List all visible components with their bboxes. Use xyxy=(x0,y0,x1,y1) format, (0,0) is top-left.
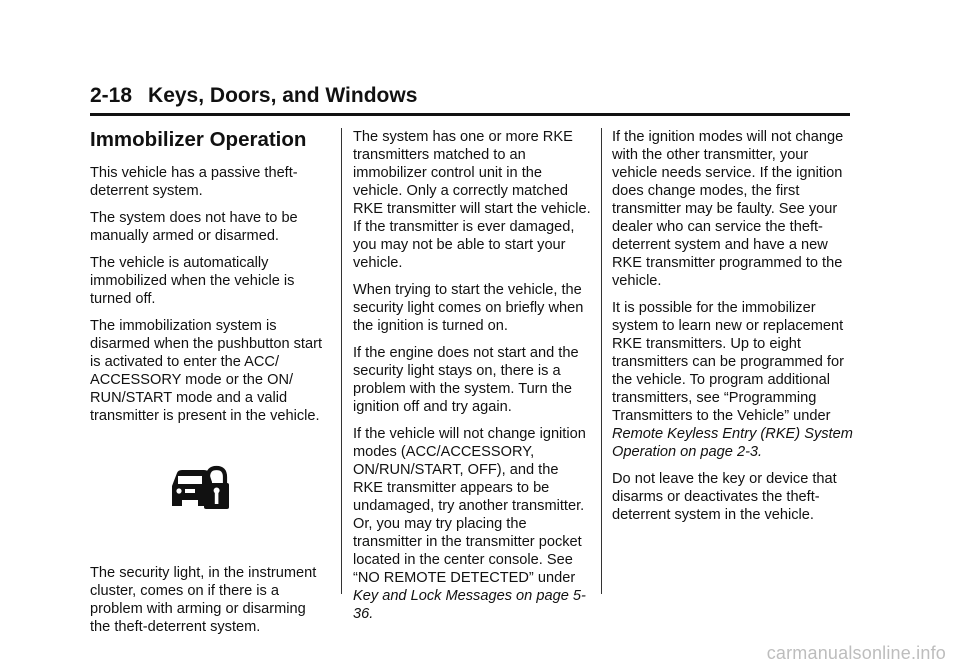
chapter-title: Keys, Doors, and Windows xyxy=(148,84,418,107)
paragraph xyxy=(353,425,591,623)
paragraph: Do not leave the key or device that disarms or deactivates the theft-deterrent system in the vehicle. xyxy=(612,471,837,523)
paragraph-text: It is possible for the immobilizer system to learn new or replacement RKE transmitters. Up to eight transmitters can be programmed for the vehicle. To program additional transmitters, see “Programming Transmitters to the Vehicle” under xyxy=(612,300,844,424)
paragraph: The security light, in the instrument cluster, comes on if there is a problem with arming or disarming the theft-deterrent system. xyxy=(90,565,317,635)
paragraph: This vehicle has a passive theft-deterrent system. xyxy=(90,165,298,199)
cross-reference-link[interactable]: Remote Keyless Entry (RKE) System Operation on page 2-3. xyxy=(612,426,853,460)
column-divider xyxy=(601,128,602,594)
paragraph: When trying to start the vehicle, the security light comes on briefly when the ignition is turned on. xyxy=(353,282,584,334)
paragraph: The immobilization system is disarmed when the pushbutton start is activated to enter the ACC/ ACCESSORY mode or the ON/ RUN/START mode and a valid transmitter is present in the vehicle. xyxy=(90,318,323,424)
paragraph-text: If the vehicle will not change ignition modes (ACC/ACCESSORY, ON/RUN/START, OFF), and the RKE transmitter appears to be undamaged, try another transmitter. Or, you may try placing the transmitter in the transmitter pocket located in the center console. See “NO REMOTE DETECTED” under xyxy=(353,426,586,586)
paragraph: If the ignition modes will not change with the other transmitter, your vehicle needs service. If the ignition does change modes, the first transmitter may be faulty. See your dealer who can service the theft-deterrent system and have a new RKE transmitter programmed to the vehicle. xyxy=(612,129,844,289)
section-title: Immobilizer Operation xyxy=(90,128,307,151)
paragraph xyxy=(612,299,857,461)
paragraph: The vehicle is automatically immobilized when the vehicle is turned off. xyxy=(90,255,295,307)
column-2 xyxy=(353,128,591,632)
paragraph: The system does not have to be manually armed or disarmed. xyxy=(90,210,298,244)
column-1 xyxy=(90,126,328,645)
security-light-figure xyxy=(90,434,328,564)
paragraph: The system has one or more RKE transmitters matched to an immobilizer control unit in the vehicle. Only a correctly matched RKE transmitter will start the vehicle. If the transmitter is ever damaged, you may not be able to start your vehicle. xyxy=(353,129,591,271)
column-3 xyxy=(612,128,857,533)
page-number: 2-18 xyxy=(90,84,133,107)
watermark: carmanualsonline.info xyxy=(766,643,946,663)
page-header xyxy=(90,84,850,116)
security-light-icon xyxy=(168,464,230,514)
cross-reference-link[interactable]: Key and Lock Messages on page 5-36. xyxy=(353,588,586,622)
paragraph: If the engine does not start and the security light stays on, there is a problem with the system. Turn the ignition off and try again. xyxy=(353,345,579,415)
column-divider xyxy=(341,128,342,594)
